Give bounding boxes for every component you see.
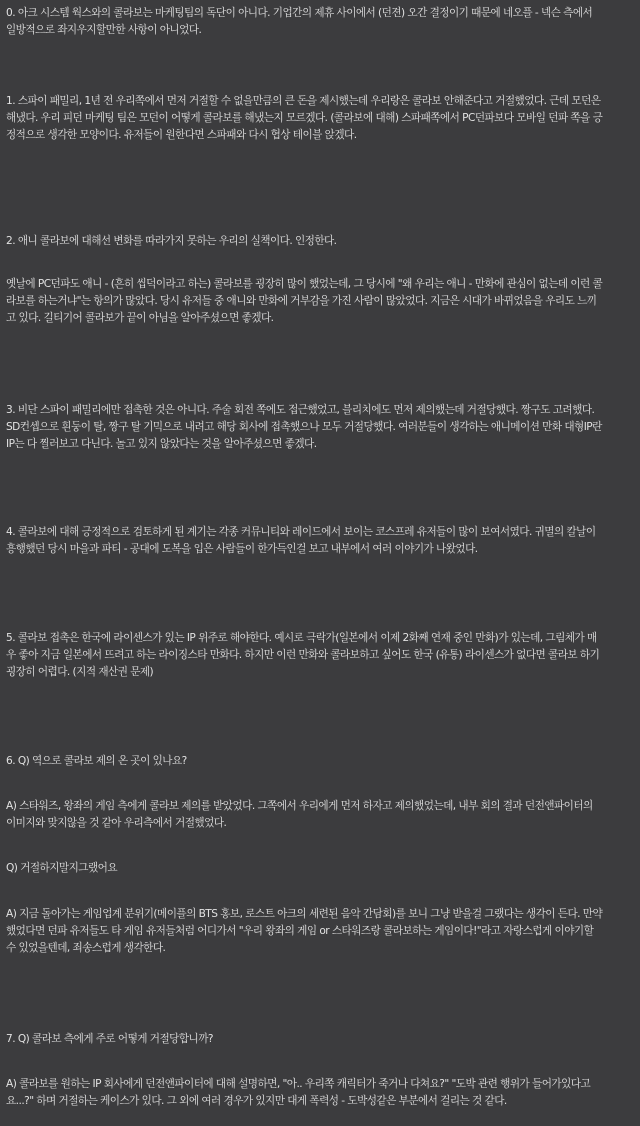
paragraph-7-answer: A) 콜라보를 원하는 IP 회사에게 던전앤파이터에 대해 설명하면, "아.. 우리쪽 캐릭터가 죽거나 다쳐요?" "도박 관련 행위가 들어가있다고 요...?" 하며 거절하는 케이스가 있다. 그 외에 여러 경우가 있지만 대게 폭력성 - 도박성같은 부분에서 걸리는 것 같다. xyxy=(6,1078,591,1107)
paragraph-5-license: 5. 콜라보 접촉은 한국에 라이센스가 있는 IP 위주로 해야한다. 예시로 극락가(일본에서 이제 2화째 연재 중인 만화)가 있는데, 그림체가 매 우 좋아 지금 일본에서 뜨려고 하는 라이징스타 만화다. 하지만 이런 만화와 콜라보하고 싶어도 한국 (유통) 라이센스가 없다면 콜라보 하기 굉장히 어렵다. (지적 재산권 문제) xyxy=(6,632,600,678)
paragraph-7-question: 7. Q) 콜라보 측에게 주로 어떻게 거절당합니까? xyxy=(6,1033,213,1045)
paragraph-6-followup-q: Q) 거절하지말지그랬어요 xyxy=(6,862,118,874)
paragraph-6-followup-a: A) 지금 돌아가는 게임업계 분위기(메이플의 BTS 홍보, 로스트 아크의 세련된 음악 간담회)를 보니 그냥 받을걸 그랬다는 생각이 든다. 만약 했었다면 던파 유저들도 타 게임 유저들처럼 어디가서 "우리 왕좌의 게임 or 스타워즈랑 콜라보하는 게임이다!"라고 자랑스럽게 이야기할 수 있었을텐데, 죄송스럽게 생각한다. xyxy=(6,908,603,954)
paragraph-6-answer: A) 스타워즈, 왕좌의 게임 측에게 콜라보 제의를 받았었다. 그쪽에서 우리에게 먼저 하자고 제의했었는데, 내부 회의 결과 던전앤파이터의 이미지와 맞지않을 것 같아 우리측에서 거절했었다. xyxy=(6,800,593,829)
paragraph-2-history: 옛날에 PC던파도 애니 - (흔히 씹덕이라고 하는) 콜라보를 굉장히 많이 했었는데, 그 당시에 "왜 우리는 애니 - 만화에 관심이 없는데 이런 콜 라보를 하는거냐"는 항의가 많았다. 당시 유저들 중 애니와 만화에 거부감을 가진 사람이 많았었다. 지금은 시대가 바뀌었음을 우리도 느끼 고 있다. 길티기어 콜라보가 끝이 아님을 알아주셨으면 좋겠다. xyxy=(6,278,603,324)
paragraph-0-intro: 0. 아크 시스템 웍스와의 콜라보는 마케팅팀의 독단이 아니다. 기업간의 제휴 사이에서 (던젼) 오간 결정이기 때문에 네오플 - 넥슨 측에서 일방적으로 좌지우지할만한 사항이 아니었다. xyxy=(6,7,593,36)
paragraph-1-spy-family: 1. 스파이 패밀리, 1년 전 우리쪽에서 먼저 거절할 수 없을만큼의 큰 돈을 제시했는데 우리랑은 콜라보 안해준다고 거절했었다. 근데 모던은 해냈다. 우리 피던 마케팅 팀은 모던이 어떻게 콜라보를 해냈는지 모르겠다. (콜라보에 대해) 스파패쪽에서 PC던파보다 모바일 던파 쪽을 긍 정적으로 생각한 모양이다. 유저들이 원한다면 스파패와 다시 협상 테이블 앉겠다. xyxy=(6,95,603,141)
paragraph-2-anime-collab: 2. 애니 콜라보에 대해선 변화를 따라가지 못하는 우리의 실책이다. 인정한다. xyxy=(6,235,337,247)
paragraph-3-contacts: 3. 비단 스파이 패밀리에만 접촉한 것은 아니다. 주술 회전 쪽에도 접근했었고, 블리치에도 먼저 제의했는데 거절당했다. 짱구도 고려했다. SD컨셉으로 흰둥이 탈, 짱구 탈 기믹으로 내려고 해당 회사에 접촉했으나 모두 거절당했다. 여러분들이 생각하는 애니메이션 만화 대형IP란 IP는 다 찔러보고 다닌다. 놀고 있지 않았다는 것을 알아주셨으면 좋겠다. xyxy=(6,404,602,450)
paragraph-6-question: 6. Q) 역으로 콜라보 제의 온 곳이 있나요? xyxy=(6,755,187,767)
paragraph-4-cosplay: 4. 콜라보에 대해 긍정적으로 검토하게 된 계기는 각종 커뮤니티와 레이드에서 보이는 코스프레 유저들이 많이 보여서였다. 귀멸의 칼날이 흥행했던 당시 마을과 파티 - 공대에 도복을 입은 사람들이 한가득인걸 보고 내부에서 여러 이야기가 나왔었다. xyxy=(6,526,596,555)
